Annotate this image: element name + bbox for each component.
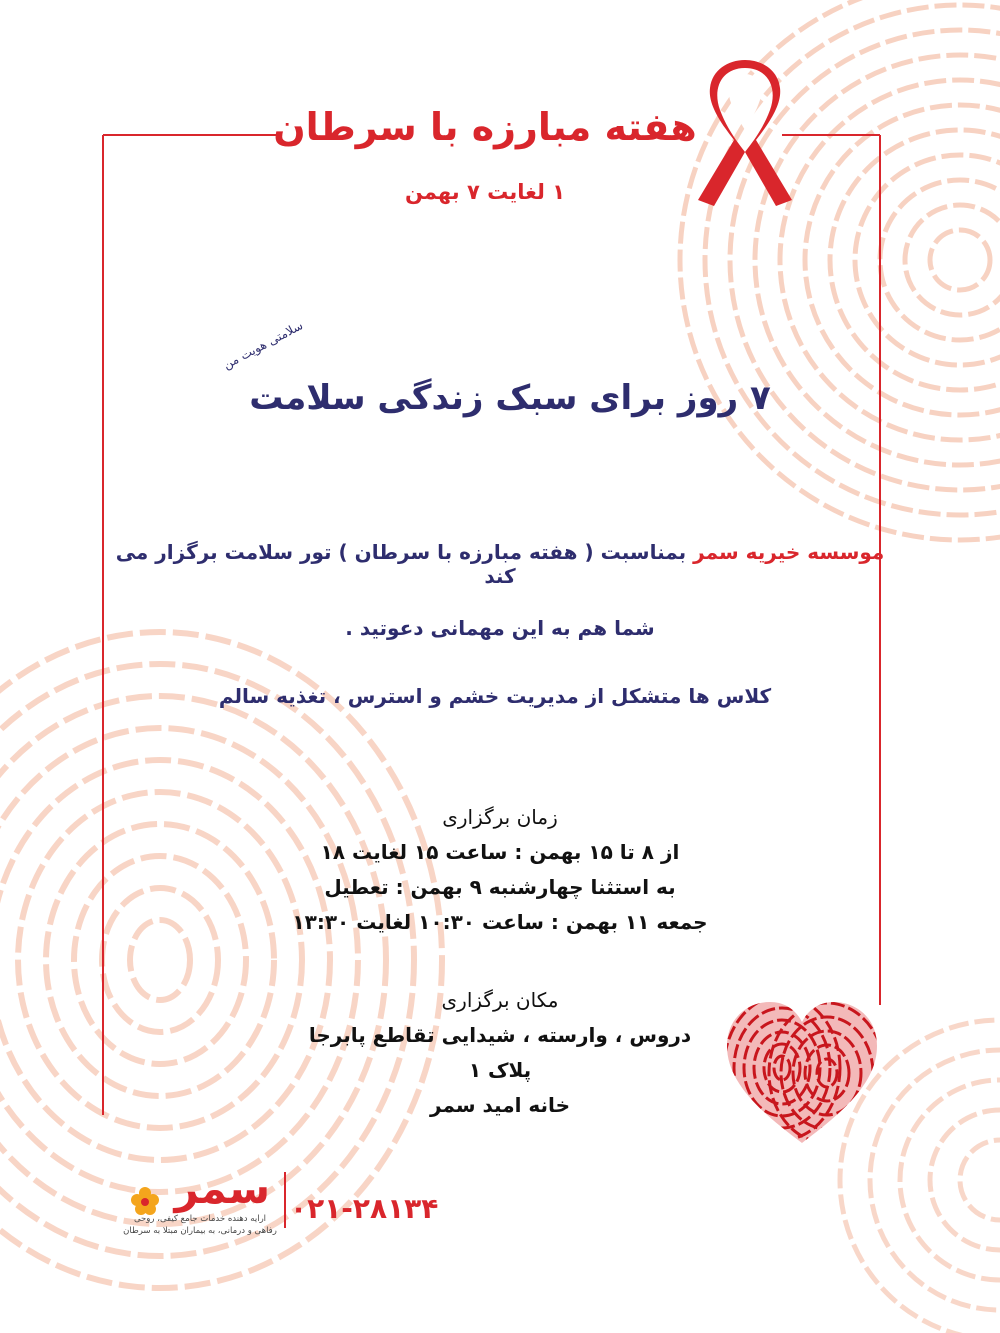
- schedule-line-2: به استثنا چهارشنبه ۹ بهمن : تعطیل: [324, 875, 676, 899]
- schedule-block: [250, 800, 750, 940]
- organization-name: موسسه خیریه سمر: [693, 540, 885, 564]
- logo-wordmark: [120, 1164, 280, 1213]
- invite-line: شما هم به این مهمانی دعوتید .: [345, 616, 655, 640]
- schedule-line-3: جمعه ۱۱ بهمن : ساعت ۱۰:۳۰ لغایت ۱۳:۳۰: [292, 910, 708, 934]
- location-line-2: پلاک ۱: [468, 1058, 532, 1082]
- schedule-heading: زمان برگزاری: [442, 805, 558, 829]
- tagline: سلامتی هویت من: [220, 318, 306, 372]
- logo-tagline-1: ارایه دهنده خدمات جامع کیفی، روحی: [133, 1214, 267, 1224]
- logo-tagline-2: رفاهی و درمانی، به بیماران مبتلا به سرطان: [123, 1226, 277, 1236]
- fingerprint-heart-icon: [722, 998, 882, 1148]
- logo-name: سمر: [174, 1164, 271, 1213]
- flower-logo-icon: [130, 1177, 160, 1207]
- event-dates: ۱ لغایت ۷ بهمن: [404, 180, 566, 204]
- logo-divider: [284, 1172, 286, 1228]
- location-line-1: دروس ، وارسته ، شیدایی تقاطع پابرجا: [308, 1023, 692, 1047]
- intro-line: [110, 540, 890, 588]
- location-heading: مکان برگزاری: [441, 988, 559, 1012]
- location-line-3: خانه امید سمر: [430, 1093, 570, 1117]
- samar-logo: [120, 1164, 280, 1237]
- schedule-line-1: از ۸ تا ۱۵ بهمن : ساعت ۱۵ لغایت ۱۸: [320, 840, 680, 864]
- event-title: هفته مبارزه با سرطان: [273, 105, 697, 149]
- phone-number[interactable]: ۰۲۱-۲۸۱۳۴: [290, 1192, 439, 1225]
- classes-line: کلاس ها متشکل از مدیریت خشم و استرس ، تغذیه سالم: [218, 684, 772, 708]
- intro-text: بمناسبت ( هفته مبارزه با سرطان ) تور سلامت برگزار می کند: [115, 540, 694, 588]
- subtitle: ۷ روز برای سبک زندگی سلامت: [249, 378, 771, 418]
- location-block: [250, 983, 750, 1123]
